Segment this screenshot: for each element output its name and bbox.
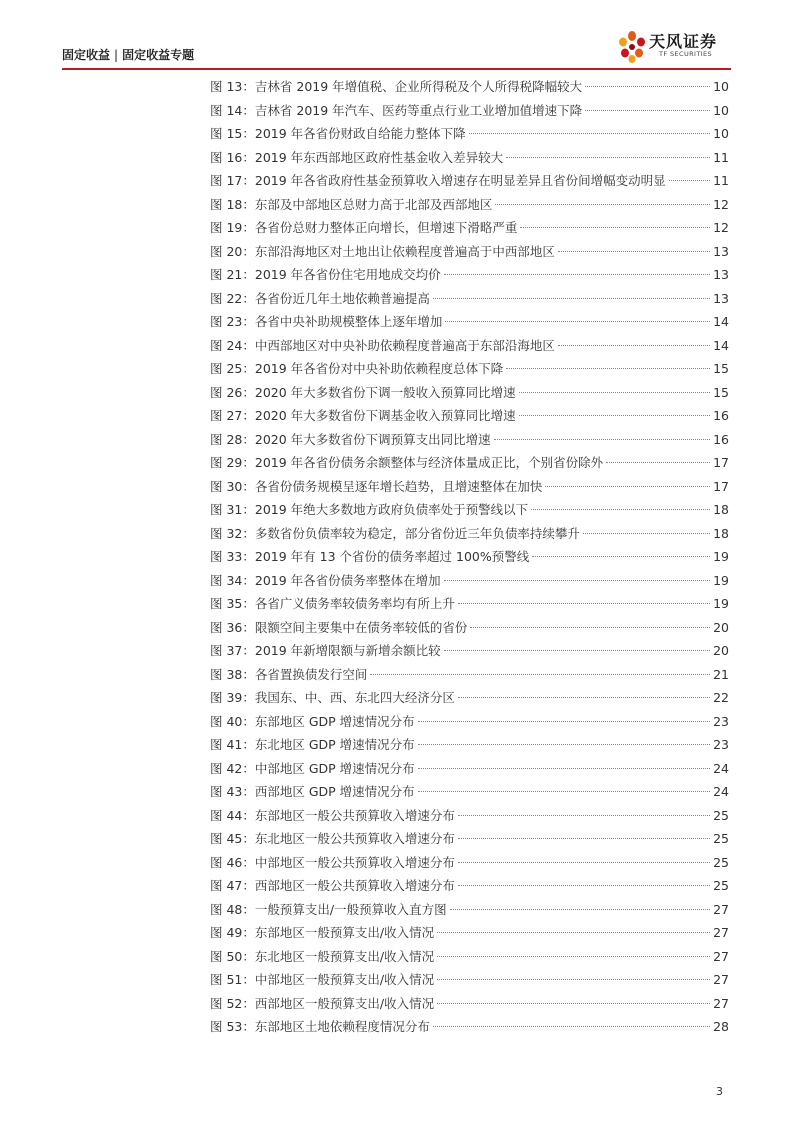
toc-dot-leader bbox=[585, 110, 710, 111]
toc-dot-leader bbox=[469, 133, 710, 134]
toc-entry[interactable] bbox=[210, 75, 729, 99]
toc-entry[interactable] bbox=[210, 357, 729, 381]
toc-entry[interactable] bbox=[210, 827, 729, 851]
toc-page-number: 23 bbox=[713, 713, 729, 729]
toc-page-number: 19 bbox=[713, 549, 729, 564]
toc-figure-label: 图 53： bbox=[210, 1019, 255, 1034]
toc-figure-title: 吉林省 2019 年增值税、企业所得税及个人所得税降幅较大 bbox=[254, 79, 583, 94]
toc-page-number: 24 bbox=[713, 760, 729, 776]
toc-figure-title: 各省广义债务率较债务率均有所上升 bbox=[254, 596, 455, 611]
toc-figure-label: 图 30： bbox=[210, 478, 255, 494]
toc-figure-label: 图 52： bbox=[210, 995, 255, 1011]
toc-figure-title: 中西部地区对中央补助依赖程度普遍高于东部沿海地区 bbox=[254, 337, 555, 353]
toc-dot-leader bbox=[519, 392, 710, 393]
toc-page-number: 16 bbox=[713, 408, 729, 423]
toc-page-number: 13 bbox=[713, 243, 729, 259]
toc-figure-title: 2019 年各省份财政自给能力整体下降 bbox=[254, 126, 466, 141]
toc-dot-leader bbox=[606, 462, 710, 463]
toc-figure-label: 图 13： bbox=[210, 79, 255, 94]
toc-dot-leader bbox=[444, 580, 710, 581]
toc-figure-label: 图 40： bbox=[210, 713, 255, 729]
toc-figure-title: 东部地区一般公共预算收入增速分布 bbox=[254, 807, 455, 823]
toc-entry[interactable] bbox=[210, 710, 729, 734]
toc-entry[interactable] bbox=[210, 193, 729, 217]
toc-entry[interactable] bbox=[210, 169, 729, 193]
toc-figure-title: 2019 年东西部地区政府性基金收入差异较大 bbox=[254, 149, 504, 165]
toc-entry[interactable] bbox=[210, 921, 729, 945]
toc-dot-leader bbox=[520, 227, 710, 228]
toc-dot-leader bbox=[437, 979, 710, 980]
toc-figure-label: 图 37： bbox=[210, 643, 255, 658]
toc-figure-title: 西部地区一般预算支出/收入情况 bbox=[254, 995, 435, 1011]
header-breadcrumb bbox=[62, 46, 194, 63]
flower-logo-icon bbox=[615, 30, 649, 64]
toc-dot-leader bbox=[458, 603, 710, 604]
toc-page-number: 10 bbox=[713, 126, 729, 141]
toc-figure-label: 图 16： bbox=[210, 149, 255, 165]
toc-figure-title: 2019 年各省份住宅用地成交均价 bbox=[254, 267, 441, 282]
toc-page-number: 16 bbox=[713, 431, 729, 447]
toc-dot-leader bbox=[458, 815, 710, 816]
toc-dot-leader bbox=[558, 251, 710, 252]
toc-page-number: 24 bbox=[713, 784, 729, 799]
toc-figure-title: 各省置换债发行空间 bbox=[254, 666, 368, 682]
toc-page-number: 18 bbox=[713, 525, 729, 541]
toc-page-number: 27 bbox=[713, 925, 729, 940]
toc-figure-title: 一般预算支出/一般预算收入直方图 bbox=[254, 901, 447, 917]
toc-page-number: 10 bbox=[713, 102, 729, 118]
toc-dot-leader bbox=[437, 1003, 710, 1004]
toc-figure-title: 吉林省 2019 年汽车、医药等重点行业工业增加值增速下降 bbox=[254, 102, 583, 118]
toc-figure-title: 各省份近几年土地依赖普遍提高 bbox=[254, 290, 430, 306]
toc-figure-title: 2020 年大多数省份下调预算支出同比增速 bbox=[254, 431, 491, 447]
header-section: 固定收益 bbox=[62, 48, 111, 62]
toc-entry[interactable] bbox=[210, 334, 729, 358]
toc-entry[interactable] bbox=[210, 428, 729, 452]
toc-page-number: 19 bbox=[713, 596, 729, 611]
toc-figure-title: 2019 年各省政府性基金预算收入增速存在明显差异且省份间增幅变动明显 bbox=[254, 173, 666, 188]
toc-entry[interactable] bbox=[210, 1015, 729, 1039]
toc-figure-label: 图 34： bbox=[210, 572, 255, 588]
toc-figure-label: 图 50： bbox=[210, 948, 255, 964]
toc-entry[interactable] bbox=[210, 381, 729, 405]
figure-list bbox=[210, 75, 729, 1039]
toc-figure-label: 图 18： bbox=[210, 196, 255, 212]
toc-dot-leader bbox=[370, 674, 710, 675]
toc-figure-title: 东部地区一般预算支出/收入情况 bbox=[254, 925, 435, 940]
toc-figure-title: 2019 年各省份对中央补助依赖程度总体下降 bbox=[254, 361, 504, 376]
toc-dot-leader bbox=[444, 650, 710, 651]
toc-page-number: 15 bbox=[713, 361, 729, 376]
toc-entry[interactable] bbox=[210, 639, 729, 663]
toc-page-number: 17 bbox=[713, 478, 729, 494]
toc-dot-leader bbox=[450, 909, 710, 910]
toc-page-number: 11 bbox=[713, 149, 729, 165]
toc-dot-leader bbox=[458, 697, 710, 698]
toc-entry[interactable] bbox=[210, 780, 729, 804]
toc-figure-label: 图 46： bbox=[210, 854, 255, 870]
toc-figure-label: 图 17： bbox=[210, 173, 255, 188]
toc-figure-label: 图 41： bbox=[210, 737, 255, 752]
toc-dot-leader bbox=[519, 415, 710, 416]
header-subsection: 固定收益专题 bbox=[122, 48, 195, 62]
toc-figure-label: 图 19： bbox=[210, 220, 255, 235]
toc-figure-label: 图 32： bbox=[210, 525, 255, 541]
toc-page-number: 12 bbox=[713, 220, 729, 235]
toc-figure-title: 东北地区一般预算支出/收入情况 bbox=[254, 948, 435, 964]
toc-figure-label: 图 21： bbox=[210, 267, 255, 282]
toc-page-number: 20 bbox=[713, 619, 729, 635]
toc-dot-leader bbox=[418, 744, 710, 745]
toc-figure-title: 多数省份负债率较为稳定，部分省份近三年负债率持续攀升 bbox=[254, 525, 580, 541]
toc-page-number: 27 bbox=[713, 995, 729, 1011]
toc-entry[interactable] bbox=[210, 968, 729, 992]
toc-page-number: 19 bbox=[713, 572, 729, 588]
toc-figure-label: 图 33： bbox=[210, 549, 255, 564]
toc-dot-leader bbox=[458, 862, 710, 863]
toc-figure-title: 中部地区一般公共预算收入增速分布 bbox=[254, 854, 455, 870]
toc-entry[interactable] bbox=[210, 898, 729, 922]
toc-dot-leader bbox=[506, 157, 710, 158]
toc-entry[interactable] bbox=[210, 287, 729, 311]
toc-figure-label: 图 39： bbox=[210, 690, 255, 705]
toc-figure-label: 图 29： bbox=[210, 455, 255, 470]
toc-page-number: 14 bbox=[713, 337, 729, 353]
toc-figure-title: 2019 年各省份债务余额整体与经济体量成正比，个别省份除外 bbox=[254, 455, 604, 470]
toc-entry[interactable] bbox=[210, 498, 729, 522]
toc-dot-leader bbox=[531, 509, 710, 510]
toc-figure-title: 我国东、中、西、东北四大经济分区 bbox=[254, 690, 455, 705]
toc-page-number: 22 bbox=[713, 690, 729, 705]
toc-entry[interactable] bbox=[210, 263, 729, 287]
toc-entry[interactable] bbox=[210, 451, 729, 475]
toc-figure-label: 图 35： bbox=[210, 596, 255, 611]
toc-figure-label: 图 26： bbox=[210, 384, 255, 400]
toc-figure-label: 图 51： bbox=[210, 972, 255, 987]
page-number: 3 bbox=[716, 1085, 723, 1098]
toc-page-number: 15 bbox=[713, 384, 729, 400]
toc-page-number: 27 bbox=[713, 948, 729, 964]
toc-figure-title: 东北地区 GDP 增速情况分布 bbox=[254, 737, 415, 752]
toc-figure-label: 图 42： bbox=[210, 760, 255, 776]
toc-figure-title: 2019 年新增限额与新增余额比较 bbox=[254, 643, 441, 658]
toc-figure-title: 东部沿海地区对土地出让依赖程度普遍高于中西部地区 bbox=[254, 243, 555, 259]
toc-entry[interactable] bbox=[210, 757, 729, 781]
toc-figure-label: 图 24： bbox=[210, 337, 255, 353]
toc-figure-title: 东部地区 GDP 增速情况分布 bbox=[254, 713, 415, 729]
toc-dot-leader bbox=[669, 180, 710, 181]
logo-english-name: TF SECURITIES bbox=[659, 50, 713, 58]
toc-entry[interactable] bbox=[210, 404, 729, 428]
toc-figure-title: 东北地区一般公共预算收入增速分布 bbox=[254, 831, 455, 846]
toc-figure-title: 东部地区土地依赖程度情况分布 bbox=[254, 1019, 430, 1034]
toc-figure-title: 2019 年有 13 个省份的债务率超过 100%预警线 bbox=[254, 549, 530, 564]
toc-entry[interactable] bbox=[210, 216, 729, 240]
toc-page-number: 21 bbox=[713, 666, 729, 682]
toc-figure-title: 2020 年大多数省份下调一般收入预算同比增速 bbox=[254, 384, 516, 400]
toc-entry[interactable] bbox=[210, 475, 729, 499]
toc-dot-leader bbox=[585, 86, 710, 87]
toc-figure-label: 图 28： bbox=[210, 431, 255, 447]
toc-page-number: 28 bbox=[713, 1019, 729, 1034]
toc-dot-leader bbox=[433, 1026, 710, 1027]
toc-page-number: 25 bbox=[713, 878, 729, 893]
toc-dot-leader bbox=[558, 345, 710, 346]
toc-dot-leader bbox=[433, 298, 710, 299]
toc-figure-title: 各省份债务规模呈逐年增长趋势，且增速整体在加快 bbox=[254, 478, 543, 494]
toc-figure-label: 图 44： bbox=[210, 807, 255, 823]
toc-figure-title: 西部地区一般公共预算收入增速分布 bbox=[254, 878, 455, 893]
toc-page-number: 27 bbox=[713, 901, 729, 917]
toc-figure-label: 图 25： bbox=[210, 361, 255, 376]
toc-figure-label: 图 14： bbox=[210, 102, 255, 118]
toc-dot-leader bbox=[418, 768, 710, 769]
toc-dot-leader bbox=[532, 556, 710, 557]
toc-entry[interactable] bbox=[210, 733, 729, 757]
toc-dot-leader bbox=[437, 956, 710, 957]
toc-dot-leader bbox=[444, 274, 710, 275]
toc-figure-label: 图 47： bbox=[210, 878, 255, 893]
toc-figure-label: 图 22： bbox=[210, 290, 255, 306]
toc-page-number: 20 bbox=[713, 643, 729, 658]
toc-figure-label: 图 49： bbox=[210, 925, 255, 940]
toc-dot-leader bbox=[458, 885, 710, 886]
toc-entry[interactable] bbox=[210, 146, 729, 170]
toc-figure-title: 东部及中部地区总财力高于北部及西部地区 bbox=[254, 196, 493, 212]
toc-entry[interactable] bbox=[210, 804, 729, 828]
toc-entry[interactable] bbox=[210, 522, 729, 546]
toc-figure-title: 2019 年各省份债务率整体在增加 bbox=[254, 572, 441, 588]
toc-dot-leader bbox=[437, 932, 710, 933]
toc-entry[interactable] bbox=[210, 686, 729, 710]
toc-entry[interactable] bbox=[210, 240, 729, 264]
toc-figure-label: 图 48： bbox=[210, 901, 255, 917]
toc-entry[interactable] bbox=[210, 663, 729, 687]
toc-figure-title: 2019 年绝大多数地方政府负债率处于预警线以下 bbox=[254, 502, 529, 517]
toc-page-number: 27 bbox=[713, 972, 729, 987]
toc-entry[interactable] bbox=[210, 545, 729, 569]
toc-page-number: 23 bbox=[713, 737, 729, 752]
toc-dot-leader bbox=[545, 486, 710, 487]
toc-dot-leader bbox=[445, 321, 710, 322]
toc-figure-title: 中部地区一般预算支出/收入情况 bbox=[254, 972, 435, 987]
header-separator: | bbox=[114, 48, 119, 62]
toc-dot-leader bbox=[506, 368, 710, 369]
toc-figure-label: 图 31： bbox=[210, 502, 255, 517]
toc-entry[interactable] bbox=[210, 851, 729, 875]
toc-entry[interactable] bbox=[210, 310, 729, 334]
toc-page-number: 12 bbox=[713, 196, 729, 212]
toc-page-number: 10 bbox=[713, 79, 729, 94]
toc-figure-label: 图 15： bbox=[210, 126, 255, 141]
toc-entry[interactable] bbox=[210, 122, 729, 146]
header-divider bbox=[62, 68, 731, 70]
toc-entry[interactable] bbox=[210, 592, 729, 616]
toc-figure-title: 限额空间主要集中在债务率较低的省份 bbox=[254, 619, 468, 635]
toc-entry[interactable] bbox=[210, 992, 729, 1016]
toc-page-number: 25 bbox=[713, 831, 729, 846]
toc-dot-leader bbox=[418, 721, 710, 722]
toc-figure-title: 各省中央补助规模整体上逐年增加 bbox=[254, 314, 443, 329]
toc-page-number: 17 bbox=[713, 455, 729, 470]
toc-figure-label: 图 38： bbox=[210, 666, 255, 682]
toc-entry[interactable] bbox=[210, 616, 729, 640]
toc-page-number: 18 bbox=[713, 502, 729, 517]
toc-figure-title: 各省份总财力整体正向增长，但增速下滑略严重 bbox=[254, 220, 518, 235]
toc-dot-leader bbox=[458, 838, 710, 839]
toc-dot-leader bbox=[470, 627, 710, 628]
toc-figure-label: 图 27： bbox=[210, 408, 255, 423]
tf-securities-logo bbox=[615, 26, 730, 66]
toc-dot-leader bbox=[418, 791, 710, 792]
toc-dot-leader bbox=[583, 533, 710, 534]
toc-page-number: 25 bbox=[713, 807, 729, 823]
toc-entry[interactable] bbox=[210, 874, 729, 898]
toc-page-number: 13 bbox=[713, 290, 729, 306]
toc-page-number: 13 bbox=[713, 267, 729, 282]
toc-figure-label: 图 20： bbox=[210, 243, 255, 259]
toc-figure-label: 图 43： bbox=[210, 784, 255, 799]
toc-entry[interactable] bbox=[210, 945, 729, 969]
toc-page-number: 11 bbox=[713, 173, 729, 188]
toc-figure-label: 图 45： bbox=[210, 831, 255, 846]
toc-figure-label: 图 23： bbox=[210, 314, 255, 329]
toc-figure-title: 中部地区 GDP 增速情况分布 bbox=[254, 760, 415, 776]
toc-figure-label: 图 36： bbox=[210, 619, 255, 635]
toc-figure-title: 2020 年大多数省份下调基金收入预算同比增速 bbox=[254, 408, 516, 423]
toc-entry[interactable] bbox=[210, 569, 729, 593]
toc-page-number: 25 bbox=[713, 854, 729, 870]
toc-page-number: 14 bbox=[713, 314, 729, 329]
toc-dot-leader bbox=[495, 204, 710, 205]
page-header bbox=[62, 32, 730, 70]
toc-figure-title: 西部地区 GDP 增速情况分布 bbox=[254, 784, 415, 799]
toc-dot-leader bbox=[494, 439, 710, 440]
toc-entry[interactable] bbox=[210, 99, 729, 123]
logo-chinese-name: 天风证券 bbox=[649, 32, 718, 51]
